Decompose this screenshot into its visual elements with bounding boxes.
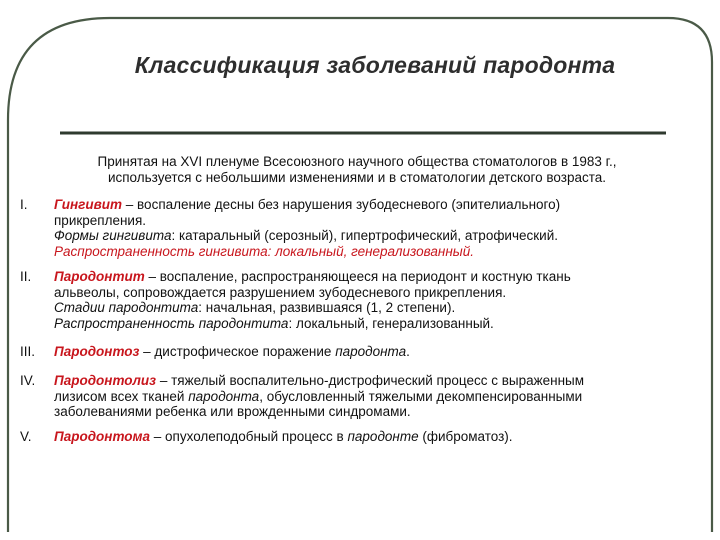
item-body (54, 429, 694, 445)
item-definition-part-a: лизисом всех тканей (54, 388, 189, 404)
item-stages-label: Стадии пародонтита (54, 300, 199, 315)
item-definition-line-1 (54, 373, 694, 389)
item-spread-label: Распространенность гингивита (54, 243, 268, 259)
item-term: Пародонтолиз (54, 373, 157, 388)
item-definition-line-2: прикрепления. (54, 212, 147, 228)
item-definition-line-3: заболеваниями ребенка или врожденными синдромами. (54, 404, 411, 419)
item-forms-text: : катаральный (серозный), гипертрофический, атрофический. (171, 228, 559, 243)
item-definition-line-1 (54, 344, 694, 360)
item-body (54, 197, 694, 259)
item-term: Пародонтоз (54, 344, 140, 359)
item-body (54, 344, 694, 360)
item-stages (54, 300, 694, 316)
item-definition-line-2: альвеолы, сопровождается разрушением зубодесневого прикрепления. (54, 284, 507, 300)
item-definition-italic: пародонта (188, 388, 260, 404)
item-term: Пародонтома (54, 429, 151, 444)
item-definition: – воспаление десны без нарушения зубодесневого (эпителиального) (122, 197, 561, 212)
item-spread-text: : локальный, генерализованный. (267, 243, 474, 259)
item-definition-line-1 (54, 197, 694, 213)
item-definition-line-1 (54, 429, 694, 445)
item-definition-line-2 (54, 389, 694, 405)
item-body (54, 269, 694, 331)
item-definition: – тяжелый воспалительно-дистрофический процесс с выраженным (156, 373, 585, 388)
item-definition-italic: пародонта (335, 344, 407, 359)
item-definition-line-1 (54, 269, 694, 285)
item-forms (54, 228, 694, 244)
item-spread-label: Распространенность пародонтита (54, 315, 289, 331)
item-body (54, 373, 694, 420)
item-definition: – дистрофическое поражение (139, 344, 336, 359)
item-definition-end: (фиброматоз). (418, 429, 513, 444)
item-definition: – воспаление, распространяющееся на периодонт и костную ткань (144, 269, 571, 284)
item-definition-italic: пародонте (347, 429, 419, 444)
intro-line-1: Принятая на XVI пленуме Всесоюзного научного общества стоматологов в 1983 г., (97, 154, 617, 169)
page-title: Классификация заболеваний пародонта (134, 52, 616, 78)
item-number: I. (20, 197, 28, 212)
intro-line-2: используется с небольшими изменениями и в стоматологии детского возраста. (107, 170, 607, 185)
item-term: Пародонтит (54, 269, 145, 284)
item-definition: – опухолеподобный процесс в (150, 429, 348, 444)
item-spread (54, 316, 694, 332)
intro-paragraph (26, 154, 688, 186)
item-stages-text: : начальная, развившаяся (1, 2 степени). (198, 300, 456, 315)
item-spread (54, 244, 694, 260)
item-spread-text: : локальный, генерализованный. (288, 315, 494, 331)
item-number: V. (20, 429, 32, 444)
item-definition-part-b: , обусловленный тяжелыми декомпенсированными (259, 388, 583, 404)
item-forms-label: Формы гингивита (54, 228, 172, 243)
item-term: Гингивит (54, 197, 123, 212)
item-number: II. (20, 269, 32, 284)
item-number: III. (20, 344, 36, 359)
item-number: IV. (20, 373, 36, 388)
item-definition-end: . (406, 344, 410, 359)
